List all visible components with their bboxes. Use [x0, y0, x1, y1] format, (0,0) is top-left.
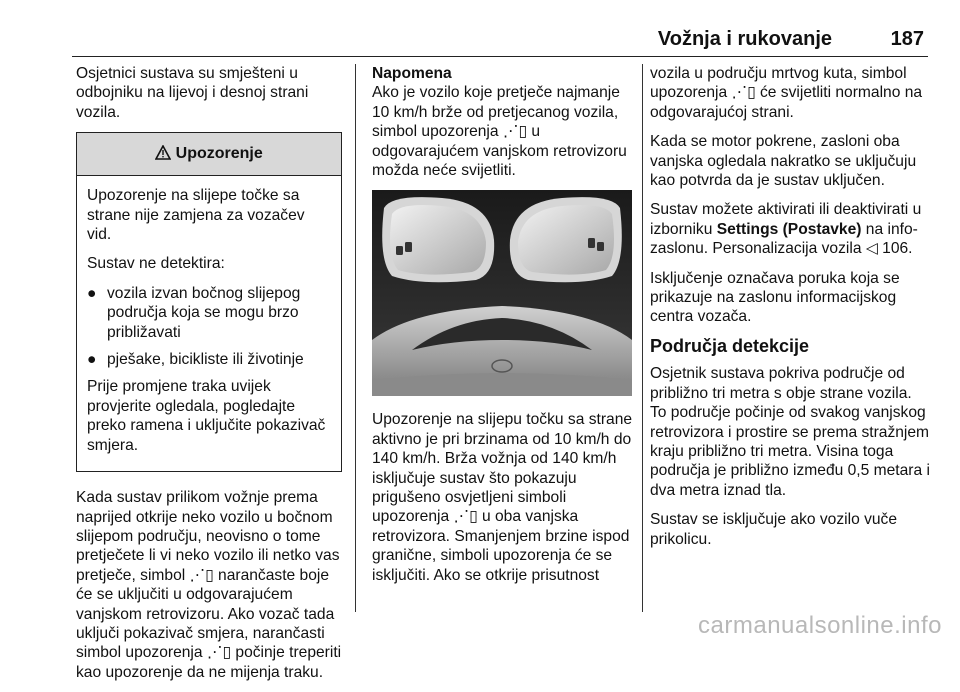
- header-title: Vožnja i rukovanje: [657, 28, 832, 50]
- note-text: Ako je vozilo koje pretječe najmanje 10 km/h brže od pretjecanog vozila, simbol upozorenja ⋰▯ u odgovarajućem vanjskom retrovizoru možda neće svijetliti.: [372, 84, 627, 180]
- column-1: [76, 64, 342, 692]
- intro-paragraph: Osjetnici sustava su smješteni u odbojniku na lijevoj i desnoj strani vozila.: [76, 65, 309, 121]
- warning-header: [77, 133, 341, 176]
- page-header: [72, 22, 928, 57]
- warning-box: [76, 132, 342, 472]
- body-paragraph: Kada se motor pokrene, zasloni oba vanjska ogledala nakratko se uključuju kao potvrda da je sustav uključen.: [650, 133, 917, 190]
- page-number: 187: [890, 28, 924, 50]
- settings-paragraph: [650, 200, 930, 258]
- bullet-item: [87, 284, 331, 342]
- body-paragraph: Sustav se isključuje ako vozilo vuče prikolicu.: [650, 511, 898, 548]
- warning-text: Sustav ne detektira:: [87, 255, 225, 273]
- watermark: carmanualsonline.info: [698, 612, 942, 639]
- bullet-icon: ●: [87, 284, 97, 302]
- column-2: [372, 64, 634, 595]
- bullet-icon: ●: [87, 351, 97, 369]
- settings-menu-name: Settings (Postavke): [716, 220, 862, 238]
- column-divider: [642, 64, 643, 612]
- warning-triangle-icon: [155, 145, 175, 162]
- body-paragraph: Kada sustav prilikom vožnje prema naprijed otkrije neko vozilo u bočnom slijepom području, neovisno o tome pretječete li vi neko vozilo ili netko vas pretječe, simbol ⋰▯ narančaste boje će se uključiti u odgovarajućem vanjskom retrovizoru. Ako vozač tada uključi pokazivač smjera, narančasti simbol upozorenja ⋰▯ počinje treperiti kao upozorenje da ne mijenja traku.: [76, 489, 342, 681]
- body-paragraph: Upozorenje na slijepu točku sa strane aktivno je pri brzinama od 10 km/h do 140 km/h. Brža vožnja od 140 km/h isključuje sustav što pokazuju prigušeno osvjetljeni simboli upozorenja ⋰▯ u oba vanjska retrovizora. Smanjenjem brzine ispod granične, simboli upozorenja će se isključiti. Ako se otkrije prisutnost: [372, 411, 633, 584]
- warning-text: Prije promjene traka uvijek provjerite ogledala, pogledajte preko ramena i uključite pokazivač smjera.: [87, 378, 326, 454]
- bullet-text: pješake, bicikliste ili životinje: [107, 351, 304, 369]
- warning-body: [77, 176, 341, 471]
- column-divider: [355, 64, 356, 612]
- section-title: Područja detekcije: [650, 335, 810, 356]
- body-paragraph: Isključenje označava poruka koja se prikazuje na zaslonu informacijskog centra vozača.: [650, 269, 900, 326]
- warning-text: Upozorenje na slijepe točke sa strane nije zamjena za vozačev vid.: [87, 187, 305, 244]
- column-3: [650, 64, 930, 559]
- text-run: na info-zaslonu. Personalizacija vozila ◁ 106.: [650, 220, 918, 258]
- warning-title: Upozorenje: [175, 145, 263, 163]
- bullet-text: vozila izvan bočnog slijepog područja koja se mogu brzo približavati: [107, 284, 301, 341]
- bullet-item: [87, 350, 331, 369]
- mirror-illustration: [372, 190, 632, 396]
- text-run: Sustav možete aktivirati ili deaktivirati u izborniku: [650, 201, 922, 238]
- body-paragraph: vozila u području mrtvog kuta, simbol upozorenja ⋰▯ će svijetliti normalno na odgovarajućoj strani.: [650, 65, 923, 121]
- body-paragraph: Osjetnik sustava pokriva područje od približno tri metra s obje strane vozila. To područje počinje od svakog vanjskog retrovizora i prostire se prema stražnjem kraju približno tri metra. Visina toga područja je približno između 0,5 metara i dva metra iznad tla.: [650, 365, 930, 499]
- note-title: Napomena: [372, 65, 452, 82]
